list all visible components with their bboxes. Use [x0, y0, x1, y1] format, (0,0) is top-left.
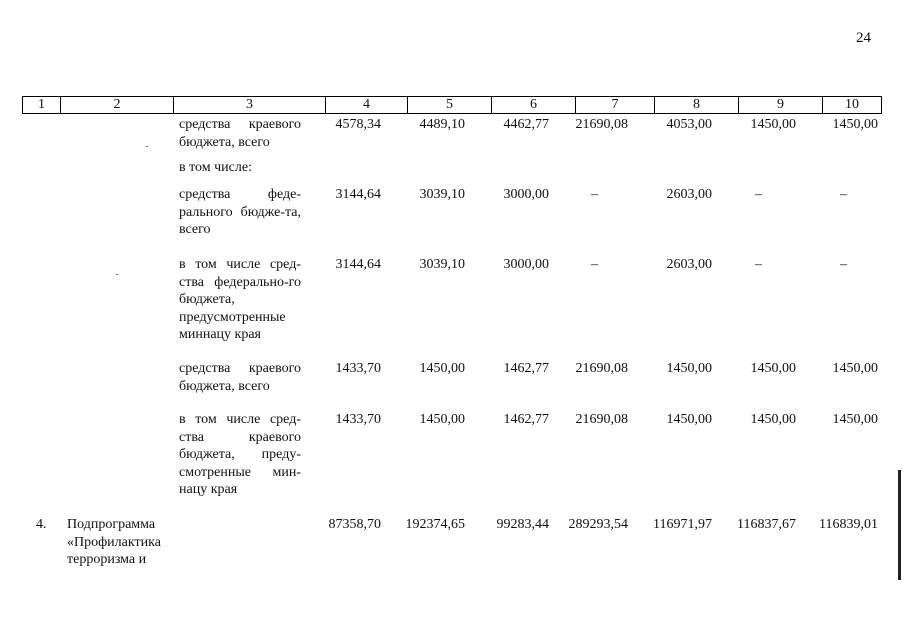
row-value-col10: 1450,00	[832, 117, 878, 132]
row-value-col8: 4053,00	[666, 117, 712, 132]
row-value-col4: 3144,64	[335, 187, 381, 202]
row-label: средства феде-рального бюдже-та, всего	[179, 187, 301, 237]
subprogram-value-col10: 116839,01	[819, 517, 878, 532]
header-col-6: 6	[492, 97, 576, 113]
row-label: в том числе сред-ства федерально-го бюджета, предусмотренные миннацу края	[179, 257, 301, 342]
row-value-col9: 1450,00	[750, 117, 796, 132]
header-col-7: 7	[576, 97, 655, 113]
row-value-col10: 1450,00	[832, 412, 878, 427]
row-value-col7: –	[591, 187, 598, 202]
row-value-col7: 21690,08	[575, 117, 628, 132]
row-label: в том числе сред-ства краевого бюджета, преду-смотренные мин-нацу края	[179, 412, 301, 497]
scan-speck	[146, 146, 148, 147]
header-col-1: 1	[23, 97, 61, 113]
subprogram-index: 4.	[36, 517, 47, 532]
table-header-row	[22, 96, 882, 114]
row-value-col9: 1450,00	[750, 361, 796, 376]
subprogram-value-col5: 192374,65	[405, 517, 465, 532]
row-value-col5: 1450,00	[419, 361, 465, 376]
row-value-col8: 2603,00	[666, 257, 712, 272]
row-value-col7: 21690,08	[575, 361, 628, 376]
row-value-col8: 1450,00	[666, 412, 712, 427]
row-value-col6: 4462,77	[503, 117, 549, 132]
header-col-9: 9	[739, 97, 823, 113]
header-col-8: 8	[655, 97, 739, 113]
header-col-4: 4	[326, 97, 408, 113]
row-value-col6: 3000,00	[503, 187, 549, 202]
scan-speck	[116, 274, 118, 275]
header-col-3: 3	[174, 97, 326, 113]
row-value-col9: 1450,00	[750, 412, 796, 427]
row-value-col9: –	[755, 187, 762, 202]
subprogram-value-col7: 289293,54	[568, 517, 628, 532]
row-value-col5: 1450,00	[419, 412, 465, 427]
row-value-col4: 1433,70	[335, 361, 381, 376]
subprogram-name: Подпрограмма «Профилактика терроризма и	[67, 517, 161, 567]
header-col-5: 5	[408, 97, 492, 113]
row-value-col5: 4489,10	[419, 117, 465, 132]
row-label: в том числе:	[179, 160, 252, 175]
row-value-col7: 21690,08	[575, 412, 628, 427]
row-value-col8: 2603,00	[666, 187, 712, 202]
header-col-2: 2	[61, 97, 174, 113]
page-number: 24	[856, 30, 871, 46]
row-label: средства краевого бюджета, всего	[179, 361, 301, 394]
subprogram-value-col6: 99283,44	[496, 517, 549, 532]
subprogram-value-col4: 87358,70	[328, 517, 381, 532]
row-value-col5: 3039,10	[419, 257, 465, 272]
row-value-col8: 1450,00	[666, 361, 712, 376]
row-value-col6: 3000,00	[503, 257, 549, 272]
subprogram-value-col9: 116837,67	[737, 517, 796, 532]
row-value-col9: –	[755, 257, 762, 272]
row-label: средства краевого бюджета, всего	[179, 117, 301, 150]
row-value-col10: 1450,00	[832, 361, 878, 376]
row-value-col6: 1462,77	[503, 412, 549, 427]
scan-edge-mark	[898, 470, 901, 580]
row-value-col4: 1433,70	[335, 412, 381, 427]
row-value-col4: 4578,34	[335, 117, 381, 132]
header-col-10: 10	[845, 97, 859, 112]
row-value-col6: 1462,77	[503, 361, 549, 376]
row-value-col4: 3144,64	[335, 257, 381, 272]
row-value-col7: –	[591, 257, 598, 272]
row-value-col10: –	[840, 257, 847, 272]
row-value-col5: 3039,10	[419, 187, 465, 202]
subprogram-value-col8: 116971,97	[653, 517, 712, 532]
row-value-col10: –	[840, 187, 847, 202]
